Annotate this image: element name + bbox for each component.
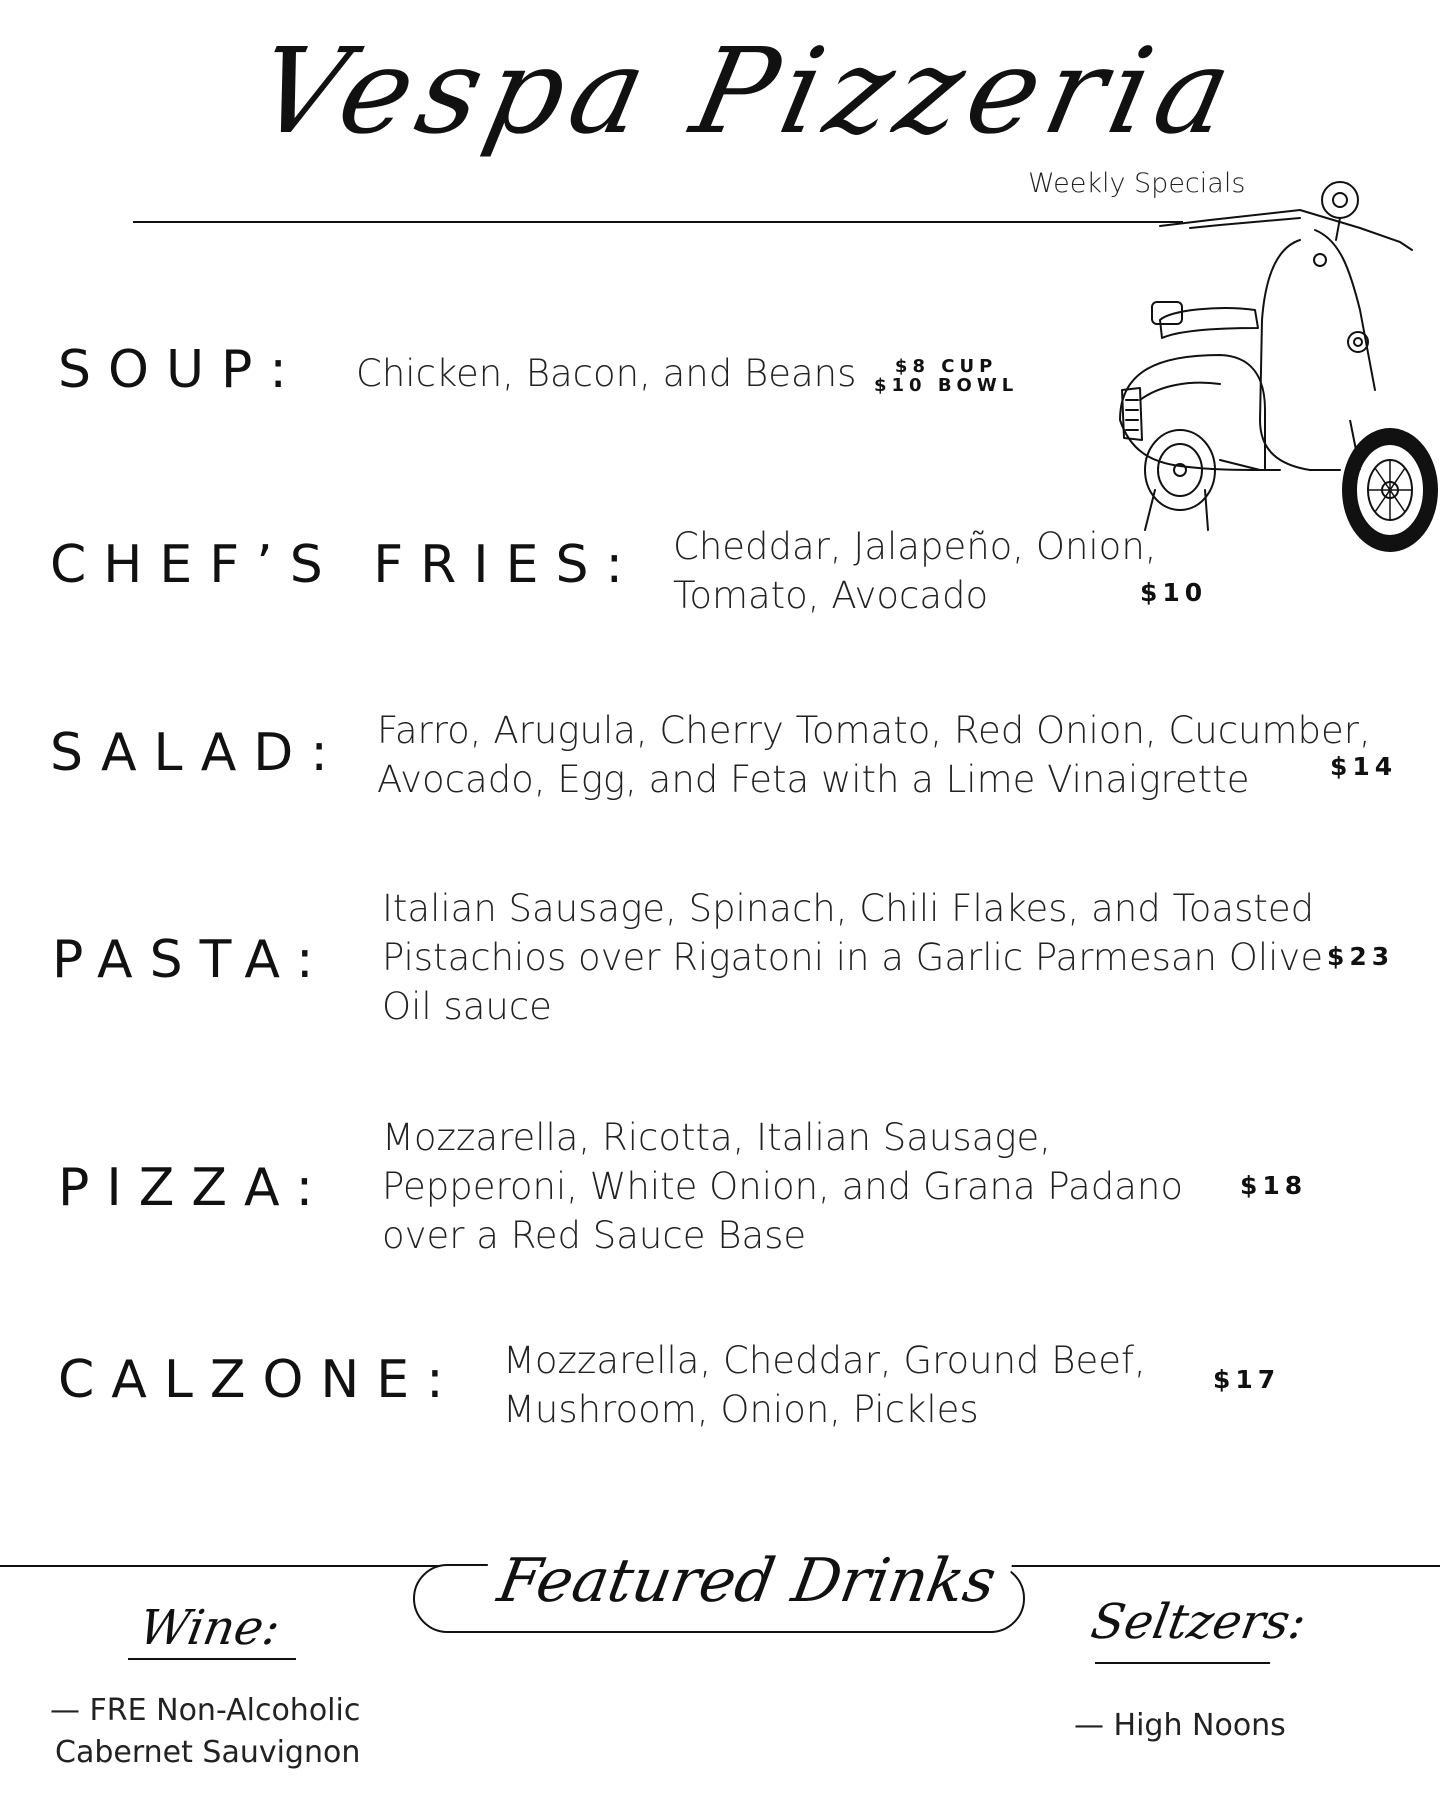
salad-line-1: Farro, Arugula, Cherry Tomato, Red Onion, Cucumber, <box>377 709 1371 752</box>
salad-price: $14 <box>1330 752 1398 781</box>
pizza-description <box>382 1113 1183 1260</box>
header-divider <box>133 221 1183 223</box>
seltzers-item-line-1: — High Noons <box>1074 1708 1286 1743</box>
calzone-line-2: Mushroom, Onion, Pickles <box>503 1388 979 1431</box>
salad-line-2: Avocado, Egg, and Feta with a Lime Vinaigrette <box>377 758 1250 801</box>
calzone-price: $17 <box>1213 1365 1281 1394</box>
calzone-line-1: Mozzarella, Cheddar, Ground Beef, <box>503 1339 1146 1382</box>
calzone-description <box>503 1336 1146 1434</box>
calzone-category: CALZONE: <box>58 1350 461 1410</box>
pasta-description <box>382 884 1323 1031</box>
soup-price-bowl: $10 BOWL <box>874 375 1019 396</box>
page-title: Vespa Pizzeria <box>245 22 1251 160</box>
wine-underline <box>128 1658 296 1660</box>
fries-line-2: Tomato, Avocado <box>673 574 989 617</box>
fries-line-1: Cheddar, Jalapeño, Onion, <box>673 525 1157 568</box>
seltzers-heading: Seltzers: <box>1087 1594 1311 1650</box>
wine-heading: Wine: <box>135 1600 285 1656</box>
pasta-line-3: Oil sauce <box>382 985 552 1028</box>
pasta-category: PASTA: <box>52 930 331 990</box>
pasta-line-2: Pistachios over Rigatoni in a Garlic Parmesan Olive <box>382 936 1324 979</box>
pasta-price: $23 <box>1327 942 1395 971</box>
pizza-line-2: Pepperoni, White Onion, and Grana Padano <box>382 1165 1183 1208</box>
soup-description: Chicken, Bacon, and Beans <box>356 352 857 395</box>
fries-category: CHEF’S FRIES: <box>50 535 641 595</box>
wine-item-line-2: Cabernet Sauvignon <box>55 1735 361 1770</box>
wine-list <box>50 1690 360 1774</box>
salad-category: SALAD: <box>50 723 345 783</box>
fries-description <box>673 522 1157 620</box>
featured-drinks-heading: Featured Drinks <box>479 1546 1015 1616</box>
salad-description <box>377 706 1371 804</box>
seltzers-list <box>1074 1705 1286 1747</box>
pasta-line-1: Italian Sausage, Spinach, Chili Flakes, and Toasted <box>382 887 1315 930</box>
soup-category: SOUP: <box>58 340 304 400</box>
wine-item-line-1: — FRE Non-Alcoholic <box>50 1693 361 1728</box>
pizza-line-3: over a Red Sauce Base <box>382 1214 807 1257</box>
pizza-category: PIZZA: <box>58 1158 331 1218</box>
vespa-scooter-icon <box>1100 170 1440 570</box>
soup-price-cup: $8 CUP <box>894 356 998 377</box>
pizza-line-1: Mozzarella, Ricotta, Italian Sausage, <box>382 1116 1051 1159</box>
fries-price: $10 <box>1140 578 1208 607</box>
page-subtitle: Weekly Specials <box>1028 168 1246 199</box>
seltzers-underline <box>1095 1662 1270 1664</box>
pizza-price: $18 <box>1240 1171 1308 1200</box>
soup-price <box>874 357 1018 395</box>
